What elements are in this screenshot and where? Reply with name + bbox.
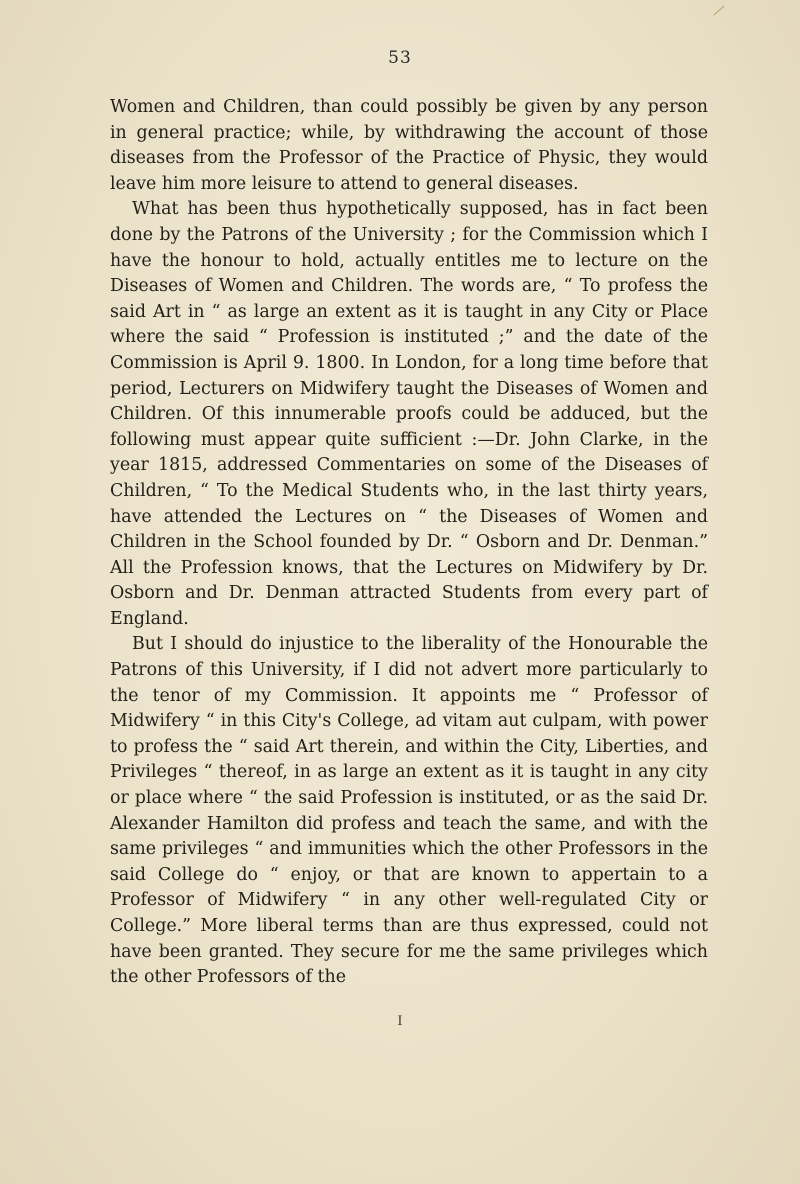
body-text xyxy=(110,95,708,991)
paragraph: But I should do injustice to the liberality of the Honourable the Patrons of this University, if I did not advert more particularly to the tenor of my Commission. It appoints me “ Professor of Midwifery “ in this City's College, ad vitam aut culpam, with power to profess the “ said Art therein, and within the City, Liberties, and Privileges “ thereof, in as large an extent as it is taught in any city or place where “ the said Profession is instituted, or as the said Dr. Alexander Hamilton did profess and teach the same, and with the same privileges “ and immunities which the other Professors in the said College do “ enjoy, or that are known to appertain to a Professor of Midwifery “ in any other well-regulated City or College.” More liberal terms than are thus expressed, could not have been granted. They secure for me the same privileges which the other Professors of the xyxy=(110,634,708,988)
ink-mark xyxy=(713,5,724,15)
paragraph: What has been thus hypothetically supposed, has in fact been done by the Patrons of the University ; for the Commission which I have the honour to hold, actually entitles me to lecture on the Diseases of Women and Children. The words are, “ To profess the said Art in “ as large an extent as it is taught in any City or Place where the said “ Profession is instituted ;” and the date of the Commission is April 9. 1800. In London, for a long time before that period, Lecturers on Midwifery taught the Diseases of Women and Children. Of this innumerable proofs could be adduced, but the following must appear quite sufficient :—Dr. John Clarke, in the year 1815, addressed Commentaries on some of the Diseases of Children, “ To the Medical Students who, in the last thirty years, have attended the Lectures on “ the Diseases of Women and Children in the School founded by Dr. “ Osborn and Dr. Denman.” All the Profession knows, that the Lectures on Midwifery by Dr. Osborn and Dr. Denman attracted Students from every part of England. xyxy=(110,199,708,629)
paragraph: Women and Children, than could possibly be given by any person in general practice; while, by withdrawing the account of those diseases from the Professor of the Practice of Physic, they would leave him more leisure to attend to general diseases. xyxy=(110,97,708,194)
signature-mark: I xyxy=(397,1014,403,1029)
page-number: 53 xyxy=(388,48,412,68)
